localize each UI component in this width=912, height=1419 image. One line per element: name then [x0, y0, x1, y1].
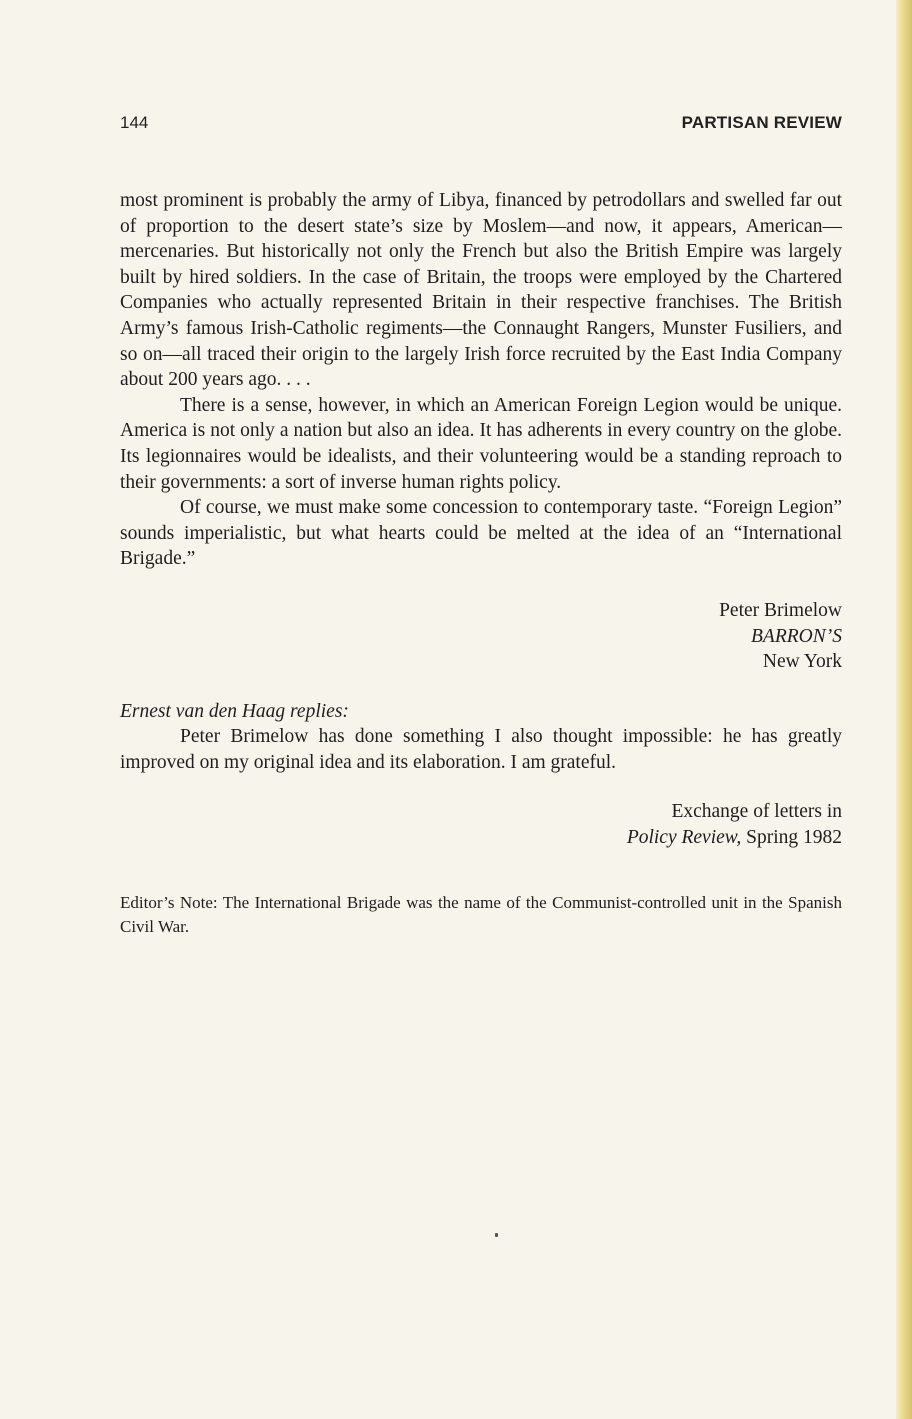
article-body [120, 188, 842, 939]
reply-text: Peter Brimelow has done something I also thought impossible: he has greatly improved on my original idea and its elaboration. I am grateful. [120, 726, 842, 773]
paragraph-2: There is a sense, however, in which an American Foreign Legion would be unique. America is not only a nation but also an idea. It has adherents in every country on the globe. Its legionnaires would be idealists, and their volunteering would be a standing reproach to their governments: a sort of inverse human rights policy. [120, 394, 842, 493]
citation-line-1: Exchange of letters in [671, 801, 842, 823]
source-citation [120, 799, 842, 850]
page-number: 144 [120, 113, 149, 132]
citation-date: Spring 1982 [741, 827, 842, 849]
letter-signature [120, 598, 842, 675]
editors-note: Editor’s Note: The International Brigade was the name of the Communist-controlled unit in the Spanish Civil War. [120, 892, 842, 936]
signature-publication: BARRON’S [751, 625, 842, 647]
signature-place: New York [762, 651, 842, 673]
paragraph-3: Of course, we must make some concession to contemporary taste. “Foreign Legion” sounds imperialistic, but what hearts could be melted at the idea of an “International Brigade.” [120, 497, 842, 570]
reply-heading: Ernest van den Haag replies: [120, 700, 349, 722]
citation-journal: Policy Review, [626, 827, 742, 849]
signature-name: Peter Brimelow [719, 599, 842, 621]
running-head: PARTISAN REVIEW [681, 113, 842, 132]
citation-line-2 [120, 825, 842, 851]
paragraph-1: most prominent is probably the army of Libya, financed by petrodollars and swelled far out of proportion to the desert state’s size by Moslem—and now, it appears, American—mercenaries. But historically not only the French but also the British Empire was largely built by hired soldiers. In the case of Britain, the troops were employed by the Chartered Companies who actually represented Britain in their respective franchises. The British Army’s famous Irish-Catholic regiments—the Connaught Rangers, Munster Fusiliers, and so on—all traced their origin to the largely Irish force recruited by the East India Company about 200 years ago. . . . [120, 190, 842, 391]
book-spine-edge [896, 0, 912, 1419]
page-header [120, 113, 842, 137]
print-speck [495, 1233, 498, 1237]
